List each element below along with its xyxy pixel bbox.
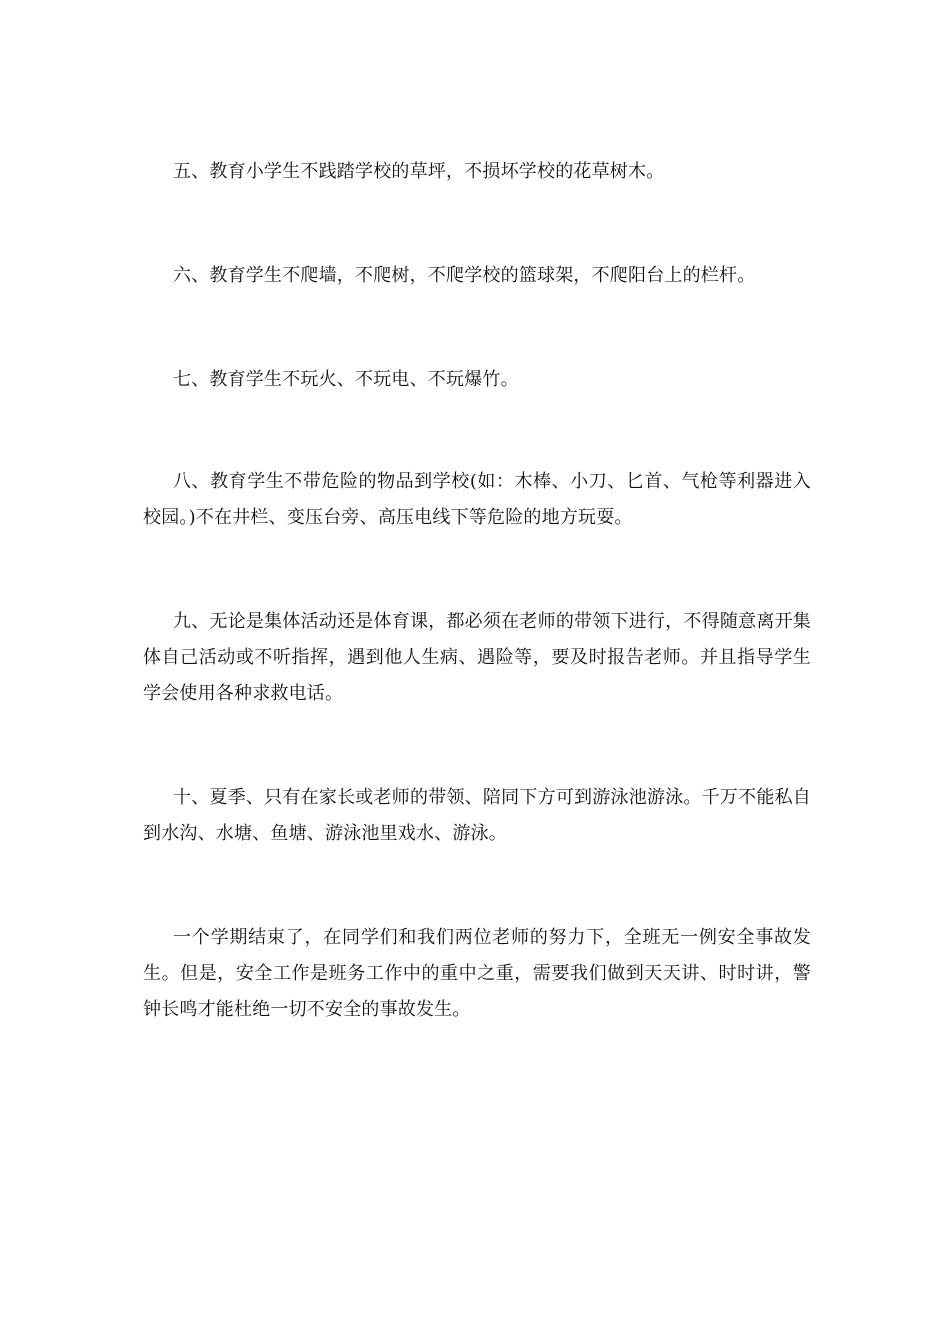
- paragraph-summary: 一个学期结束了，在同学们和我们两位老师的努力下，全班无一例安全事故发生。但是，安全工作是班务工作中的重中之重，需要我们做到天天讲、时时讲，警钟长鸣才能杜绝一切不安全的事故发生。: [143, 927, 811, 1020]
- paragraph-rule-9: 九、无论是集体活动还是体育课，都必须在老师的带领下进行，不得随意离开集体自己活动或不听指挥，遇到他人生病、遇险等，要及时报告老师。并且指导学生学会使用各种求救电话。: [143, 611, 811, 704]
- paragraph-rule-7: 七、教育学生不玩火、不玩电、不玩爆竹。: [173, 369, 519, 390]
- paragraph-rule-8: 八、教育学生不带危险的物品到学校(如：木棒、小刀、匕首、气枪等利器进入校园。)不在井栏、变压台旁、高压电线下等危险的地方玩耍。: [143, 471, 811, 528]
- paragraph-rule-10: 十、夏季、只有在家长或老师的带领、陪同下方可到游泳池游泳。千万不能私自到水沟、水塘、鱼塘、游泳池里戏水、游泳。: [143, 787, 811, 844]
- paragraph-rule-5: 五、教育小学生不践踏学校的草坪，不损坏学校的花草树木。: [173, 161, 665, 182]
- paragraph-rule-6: 六、教育学生不爬墙，不爬树，不爬学校的篮球架，不爬阳台上的栏杆。: [173, 265, 756, 286]
